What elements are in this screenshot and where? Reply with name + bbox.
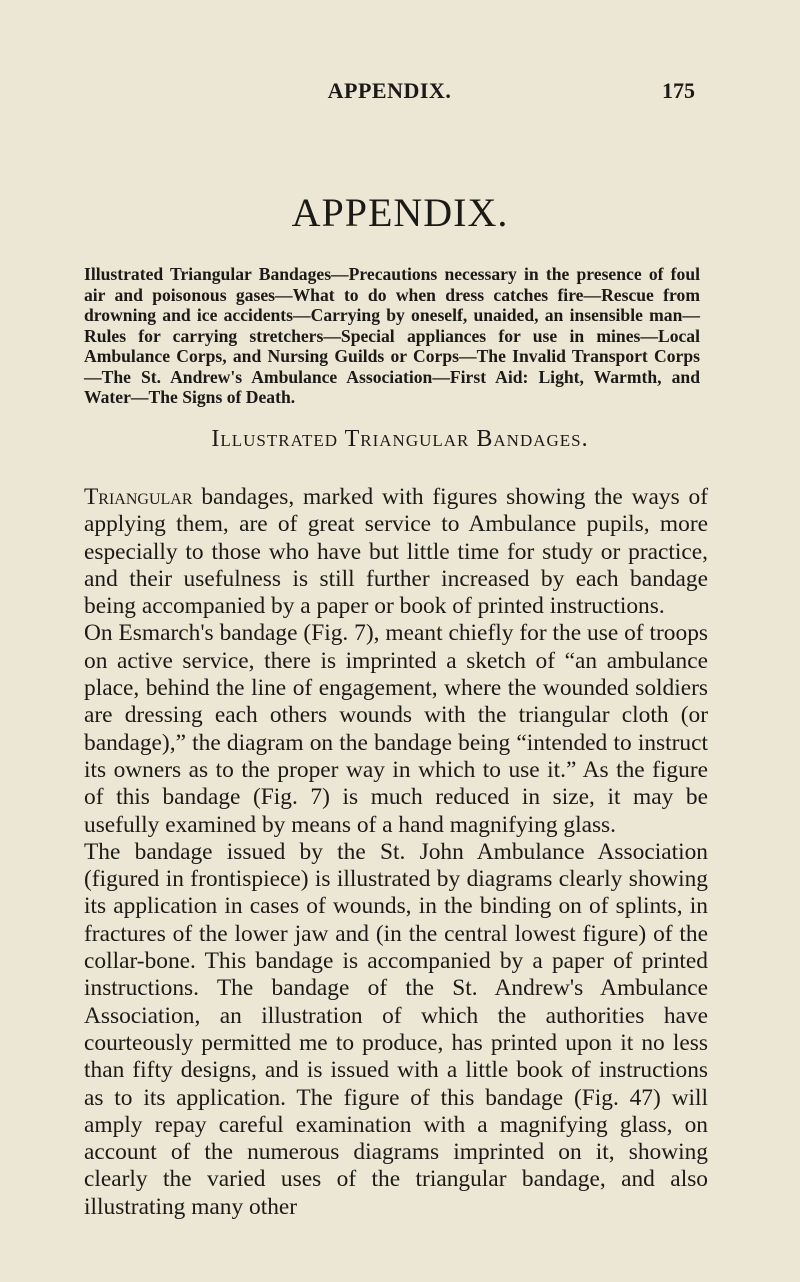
chapter-synopsis: Illustrated Triangular Bandages—Precautions necessary in the presence of foul air and poisonous gases—What to do when dress catches fire—Rescue from drowning and ice accidents—Carrying by oneself, unaided, an insensible man—Rules for carrying stretchers—Special appliances for use in mines—Local Ambulance Corps, and Nursing Guilds or Corps—The Invalid Transport Corps—The St. Andrew's Ambulance Association—First Aid: Light, Warmth, and Water—The Signs of Death. (84, 264, 700, 407)
body-text (84, 484, 708, 1221)
section-heading: Illustrated Triangular Bandages. (211, 426, 589, 452)
paragraph-lead-word: Triangular (84, 484, 193, 510)
page-number: 175 (662, 78, 695, 103)
running-header (84, 78, 695, 108)
paragraph (84, 484, 708, 620)
paragraph-text: The bandage issued by the St. John Ambulance Association (figured in frontispiece) is illustrated by diagrams clearly showing its application in cases of wounds, in the binding on of splints, in fractures of the lower jaw and (in the central lowest figure) of the collar-bone. This bandage is accompanied by a paper of printed instructions. The bandage of the St. Andrew's Ambulance Association, an illustration of which the authorities have courteously permitted me to produce, has printed upon it no less than fifty designs, and is issued with a little book of instructions as to its application. The figure of this bandage (Fig. 47) will amply repay careful examination with a magnifying glass, on account of the numerous diagrams imprinted on it, showing clearly the varied uses of the triangular bandage, and also illustrating many other (84, 838, 708, 1220)
paragraph-text: On Esmarch's bandage (Fig. 7), meant chiefly for the use of troops on active service, there is imprinted a sketch of “an ambulance place, behind the line of engagement, where the wounded soldiers are dressing each others wounds with the triangular cloth (or bandage),” the diagram on the bandage being “intended to instruct its owners as to the proper way in which to use it.” As the figure of this bandage (Fig. 7) is much reduced in size, it may be usefully examined by means of a hand magnifying glass. (84, 620, 708, 838)
paragraph-text: bandages, marked with figures showing the ways of applying them, are of great service to Ambulance pupils, more especially to those who have but little time for study or practice, and their usefulness is still further increased by each bandage being accompanied by a paper or book of printed instructions. (84, 484, 708, 620)
page-title: APPENDIX. (291, 190, 509, 235)
paragraph (84, 620, 708, 838)
paragraph (84, 839, 708, 1221)
running-title: APPENDIX. (327, 78, 452, 103)
